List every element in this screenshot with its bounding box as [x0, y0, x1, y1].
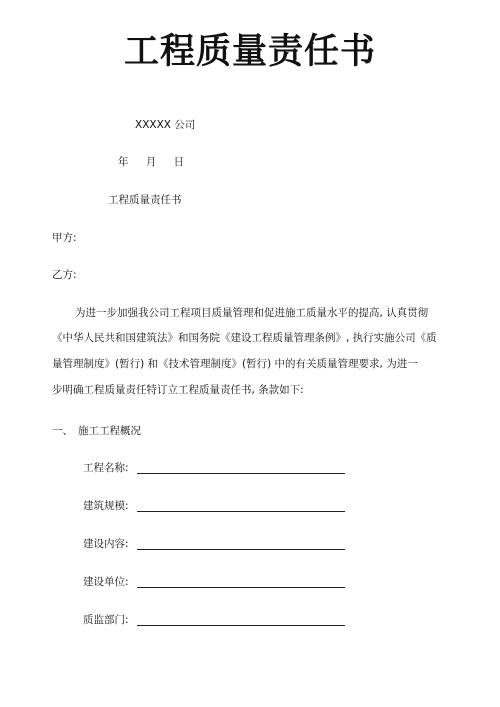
field-label-construction-unit: 建设单位:: [83, 576, 129, 588]
field-blank-quality-supervision[interactable]: [137, 625, 345, 626]
party-a-label: 甲方:: [52, 232, 77, 244]
intro-line-2: 《中华人民共和国建筑法》和国务院《建设工程质量管理条例》, 执行实施公司《质: [52, 332, 437, 344]
field-label-construction-content: 建设内容:: [83, 538, 129, 550]
document-title: 工程质量责任书: [123, 32, 376, 72]
field-label-project-name: 工程名称:: [83, 462, 129, 474]
intro-line-4: 步明确工程质量责任特订立工程质量责任书, 条款如下:: [52, 384, 304, 396]
field-blank-project-name[interactable]: [137, 473, 345, 474]
section-heading: [52, 423, 141, 438]
field-blank-construction-unit[interactable]: [137, 587, 345, 588]
section-number: 一、: [52, 425, 73, 437]
field-blank-construction-content[interactable]: [137, 549, 345, 550]
intro-line-1: 为进一步加强我公司工程项目质量管理和促进施工质量水平的提高, 认真贯彻: [75, 307, 429, 319]
date-line: 年 月 日: [118, 156, 185, 168]
field-blank-building-scale[interactable]: [137, 511, 345, 512]
field-label-quality-supervision: 质监部门:: [83, 614, 129, 626]
document-subtitle: 工程质量责任书: [108, 194, 182, 206]
section-title: 施工工程概况: [78, 425, 141, 437]
party-b-label: 乙方:: [52, 269, 77, 281]
company-name: XXXXX 公司: [135, 119, 196, 131]
field-label-building-scale: 建筑规模:: [83, 500, 129, 512]
intro-line-3: 量管理制度》(暂行) 和《技术管理制度》(暂行) 中的有关质量管理要求, 为进一: [52, 358, 418, 370]
